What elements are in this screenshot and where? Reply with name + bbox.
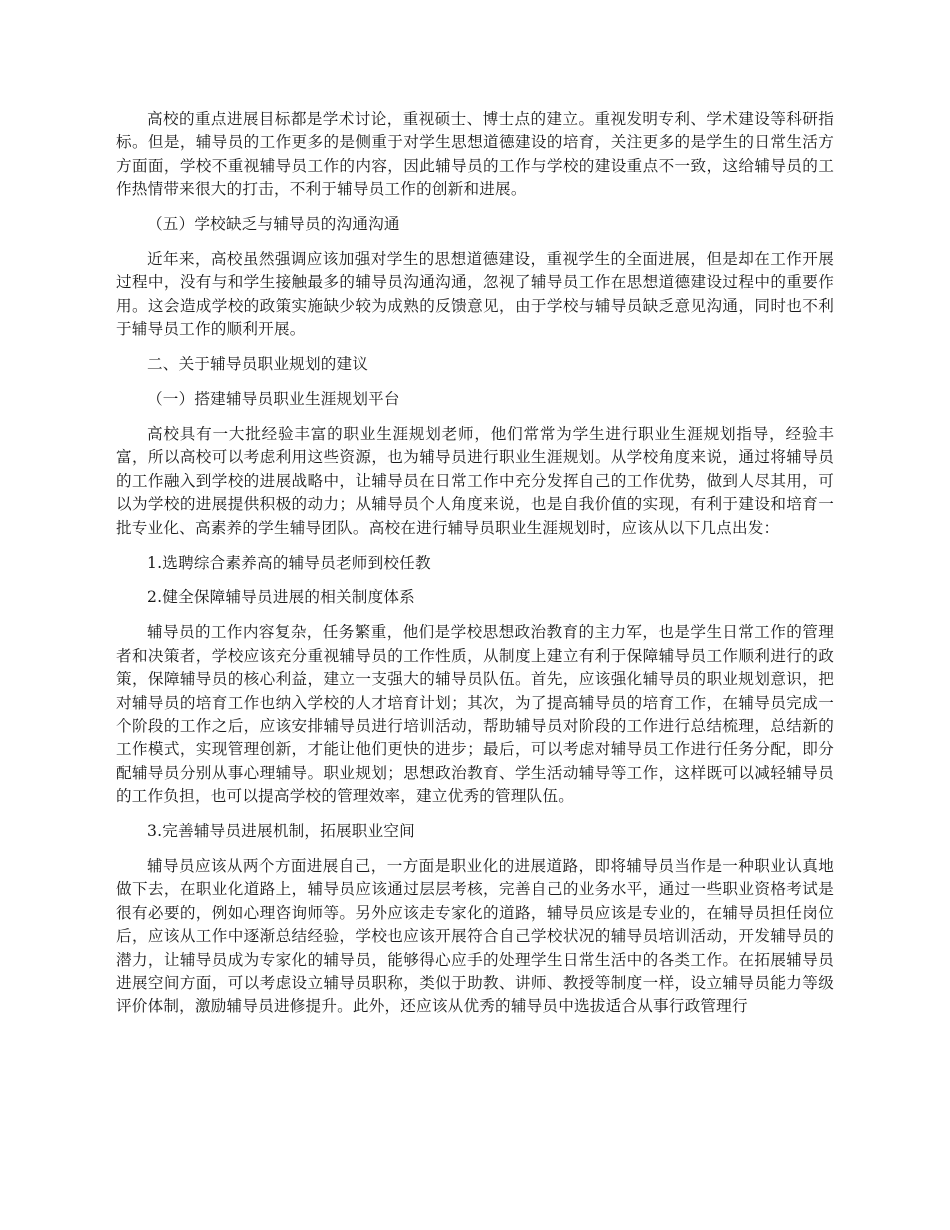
list-heading: 3.完善辅导员进展机制，拓展职业空间 [147,822,415,841]
document-page [116,108,834,1030]
body-paragraph: 高校具有一大批经验丰富的职业生涯规划老师，他们常常为学生进行职业生涯规划指导，经验丰富，所以高校可以考虑利用这些资源，也为辅导员进行职业生涯规划。从学校角度来说，通过将辅导员的工作融入到学校的进展战略中，让辅导员在日常工作中充分发挥自己的工作优势，做到人尽其用，可以为学校的进展提供积极的动力；从辅导员个人角度来说，也是自我价值的实现，有利于建设和培育一批专业化、高素养的学生辅导团队。高校在进行辅导员职业生涯规划时，应该从以下几点出发： [116,424,834,537]
list-heading: 1.选聘综合素养高的辅导员老师到校任教 [147,553,431,572]
section-heading: 二、关于辅导员职业规划的建议 [147,355,369,374]
section-heading: （五）学校缺乏与辅导员的沟通沟通 [147,215,400,234]
body-paragraph: 辅导员应该从两个方面进展自己，一方面是职业化的进展道路，即将辅导员当作是一种职业认真地做下去，在职业化道路上，辅导员应该通过层层考核，完善自己的业务水平，通过一些职业资格考试是很有必要的，例如心理咨询师等。另外应该走专家化的道路，辅导员应该是专业的，在辅导员担任岗位后，应该从工作中逐渐总结经验，学校也应该开展符合自己学校状况的辅导员培训活动，开发辅导员的潜力，让辅导员成为专家化的辅导员，能够得心应手的处理学生日常生活中的各类工作。在拓展辅导员进展空间方面，可以考虑设立辅导员职称，类似于助教、讲师、教授等制度一样，设立辅导员能力等级评价体制，激励辅导员进修提升。此外，还应该从优秀的辅导员中选拔适合从事行政管理行 [116,856,834,1016]
body-paragraph: 高校的重点进展目标都是学术讨论，重视硕士、博士点的建立。重视发明专利、学术建设等科研指标。但是，辅导员的工作更多的是侧重于对学生思想道德建设的培育，关注更多的是学生的日常生活方方面面，学校不重视辅导员工作的内容，因此辅导员的工作与学校的建设重点不一致，这给辅导员的工作热情带来很大的打击，不利于辅导员工作的创新和进展。 [116,110,834,199]
list-heading: 2.健全保障辅导员进展的相关制度体系 [147,588,415,607]
section-heading: （一）搭建辅导员职业生涯规划平台 [147,390,400,409]
body-paragraph: 辅导员的工作内容复杂，任务繁重，他们是学校思想政治教育的主力军，也是学生日常工作的管理者和决策者，学校应该充分重视辅导员的工作性质，从制度上建立有利于保障辅导员工作顺利进行的政策，保障辅导员的核心利益，建立一支强大的辅导员队伍。首先，应该强化辅导员的职业规划意识，把对辅导员的培育工作也纳入学校的人才培育计划；其次，为了提高辅导员的培育工作，在辅导员完成一个阶段的工作之后，应该安排辅导员进行培训活动，帮助辅导员对阶段的工作进行总结梳理，总结新的工作模式，实现管理创新，才能让他们更快的进步；最后，可以考虑对辅导员工作进行任务分配，即分配辅导员分别从事心理辅导。职业规划；思想政治教育、学生活动辅导等工作，这样既可以减轻辅导员的工作负担，也可以提高学校的管理效率，建立优秀的管理队伍。 [116,623,834,806]
body-paragraph: 近年来，高校虽然强调应该加强对学生的思想道德建设，重视学生的全面进展，但是却在工作开展过程中，没有与和学生接触最多的辅导员沟通沟通，忽视了辅导员工作在思想道德建设过程中的重要作用。这会造成学校的政策实施缺少较为成熟的反馈意见，由于学校与辅导员缺乏意见沟通，同时也不利于辅导员工作的顺利开展。 [116,250,834,339]
